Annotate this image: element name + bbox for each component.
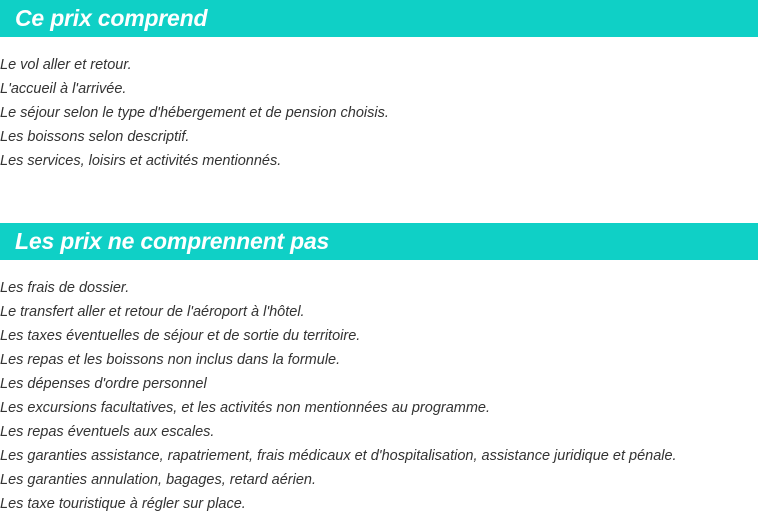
- excluded-item: Les garanties annulation, bagages, retard aérien.: [0, 472, 316, 488]
- excluded-item: Les repas et les boissons non inclus dans la formule.: [0, 352, 341, 368]
- included-section-header: [0, 0, 758, 37]
- excluded-item: Les excursions facultatives, et les activités non mentionnées au programme.: [0, 400, 491, 416]
- included-items-list: [0, 53, 389, 173]
- excluded-section-header: [0, 223, 758, 260]
- included-item: Les boissons selon descriptif.: [0, 129, 190, 145]
- included-item: Les services, loisirs et activités mentionnés.: [0, 153, 282, 169]
- included-item: L'accueil à l'arrivée.: [0, 81, 127, 97]
- included-item: Le séjour selon le type d'hébergement et de pension choisis.: [0, 105, 389, 121]
- excluded-section-title: Les prix ne comprennent pas: [15, 228, 330, 254]
- included-section-title: Ce prix comprend: [15, 5, 208, 31]
- excluded-item: Les taxe touristique à régler sur place.: [0, 496, 246, 512]
- excluded-item: Les dépenses d'ordre personnel: [0, 376, 207, 392]
- included-item: Le vol aller et retour.: [0, 57, 132, 73]
- excluded-item: Les taxes éventuelles de séjour et de sortie du territoire.: [0, 328, 361, 344]
- excluded-item: Les frais de dossier.: [0, 280, 130, 296]
- excluded-items-list: [0, 276, 677, 516]
- excluded-item: Les repas éventuels aux escales.: [0, 424, 215, 440]
- excluded-item: Les garanties assistance, rapatriement, frais médicaux et d'hospitalisation, assistance juridique et pénale.: [0, 448, 677, 464]
- excluded-item: Le transfert aller et retour de l'aéroport à l'hôtel.: [0, 304, 305, 320]
